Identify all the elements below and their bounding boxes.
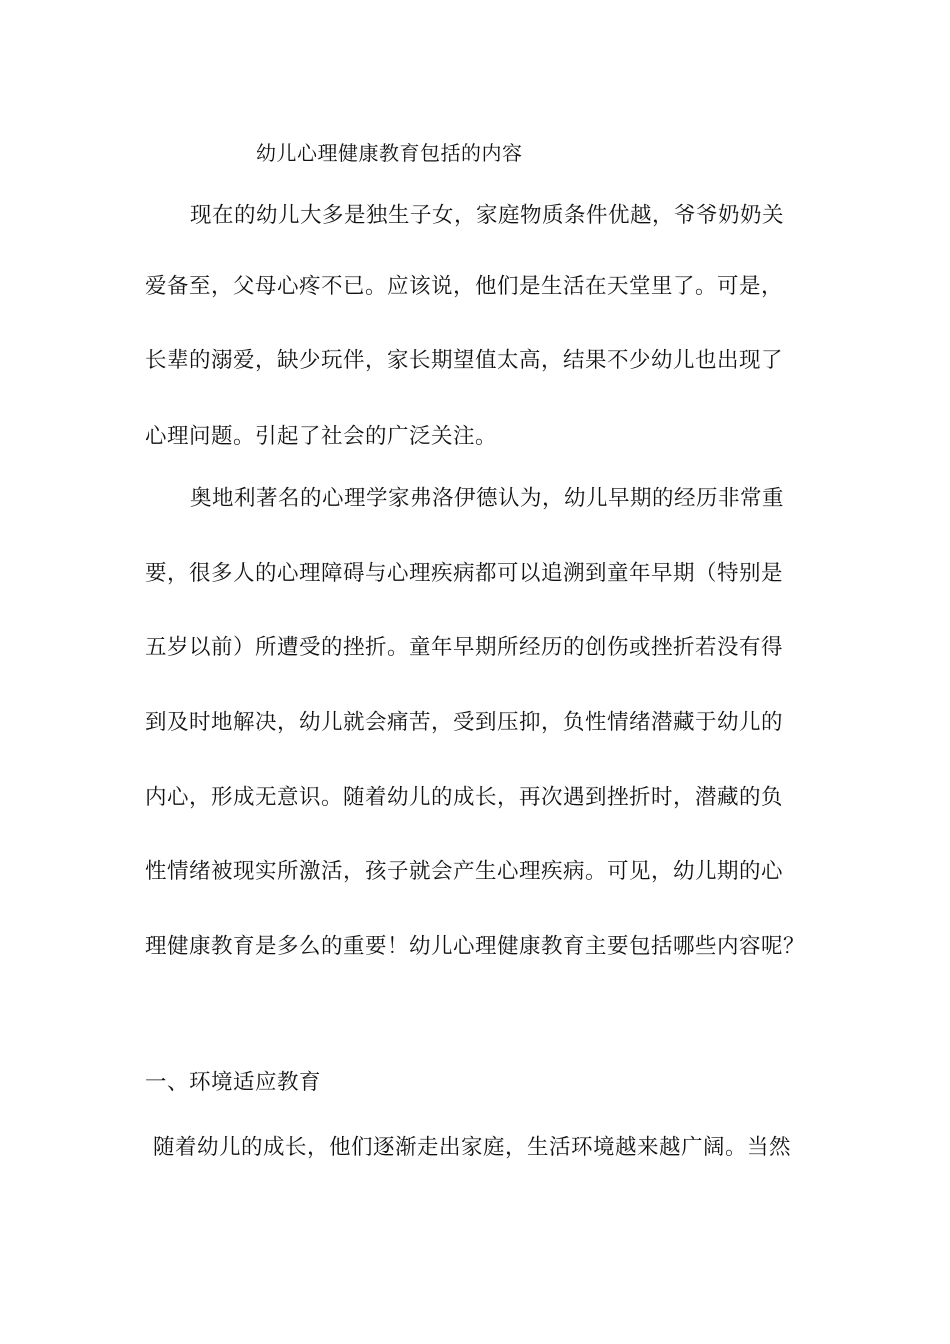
paragraph-3-line-1: 随着幼儿的成长，他们逐渐走出家庭，生活环境越来越广阔。当然 [153,1135,792,1160]
document-title: 幼儿心理健康教育包括的内容 [256,141,523,165]
paragraph-2-line-3: 五岁以前）所遭受的挫折。童年早期所经历的创伤或挫折若没有得 [145,635,784,660]
paragraph-2-line-2: 要，很多人的心理障碍与心理疾病都可以追溯到童年早期（特别是 [145,561,784,586]
paragraph-2-line-7: 理健康教育是多么的重要！幼儿心理健康教育主要包括哪些内容呢？ [145,934,806,959]
paragraph-1-line-3: 长辈的溺爱，缺少玩伴，家长期望值太高，结果不少幼儿也出现了 [145,348,784,373]
paragraph-2-line-1: 奥地利著名的心理学家弗洛伊德认为，幼儿早期的经历非常重 [190,486,785,511]
paragraph-2-line-6: 性情绪被现实所激活，孩子就会产生心理疾病。可见，幼儿期的心 [145,859,784,884]
paragraph-1-line-2: 爱备至，父母心疼不已。应该说，他们是生活在天堂里了。可是， [145,274,784,299]
paragraph-1-line-1: 现在的幼儿大多是独生子女，家庭物质条件优越，爷爷奶奶关 [190,203,785,228]
section-1-heading: 一、环境适应教育 [145,1070,322,1095]
paragraph-2-line-4: 到及时地解决，幼儿就会痛苦，受到压抑，负性情绪潜藏于幼儿的 [145,710,784,735]
paragraph-1-line-4: 心理问题。引起了社会的广泛关注。 [145,424,498,449]
paragraph-2-line-5: 内心，形成无意识。随着幼儿的成长，再次遇到挫折时，潜藏的负 [145,785,784,810]
